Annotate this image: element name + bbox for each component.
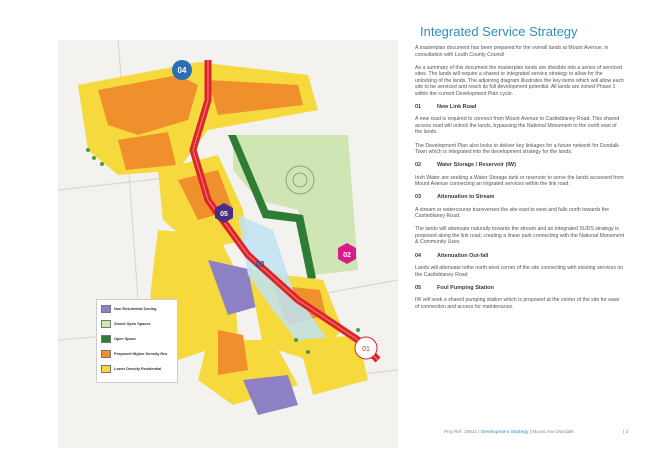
page-title: Integrated Service Strategy bbox=[420, 24, 578, 39]
section-paragraph: IW will seek a shared pumping station which is proposed at the center of the site for ease of connection and access for maintenance. bbox=[415, 297, 620, 310]
svg-text:04: 04 bbox=[177, 66, 187, 75]
svg-text:03: 03 bbox=[255, 260, 265, 269]
marker-04 bbox=[172, 60, 192, 80]
marker-03 bbox=[256, 260, 265, 269]
map-legend bbox=[96, 299, 178, 383]
project-ref: Proj Ref: 19011 | bbox=[444, 430, 480, 435]
section-heading: 05 Foul Pumping Station bbox=[415, 284, 494, 291]
legend-item-open-space: Open Space bbox=[101, 334, 173, 344]
section-heading: 04 Attenuation Out-fall bbox=[415, 252, 489, 259]
section-paragraph: Irish Water are seeking a Water Storage tank or reservoir to serve the lands accessed from Mount Avenue connecting an intgrated services within the link road. bbox=[415, 174, 624, 188]
section-paragraph: The lands will attenuate naturally towards the stream and an integrated SUDS strategy is proposed along the link road, creating a linear park connecting with the National Monument & Community Uses. bbox=[415, 226, 625, 246]
section-paragraph: Lands will attenuate tothe north west corner of the site connecting with existing services on the Castleblaney Road bbox=[415, 265, 624, 278]
svg-text:05: 05 bbox=[220, 211, 228, 218]
document-name: Development Strategy bbox=[480, 430, 529, 435]
section-heading: 03 Attenuation to Stream bbox=[415, 194, 495, 201]
section-paragraph: A stream or watercourse transverses the site east to west and falls north towards the Castleblaney Road. bbox=[415, 206, 610, 220]
intro-paragraph: A masterplan document has been prepared for the overall lands at Mount Avenue, in consultation with Louth County Council bbox=[415, 45, 609, 58]
legend-item-non-residential: Non Residential Zoning bbox=[101, 304, 173, 314]
legend-item-lower-density: Lower Density Residential bbox=[101, 364, 173, 374]
marker-01 bbox=[355, 337, 377, 359]
page-footer bbox=[444, 430, 574, 435]
section-heading: 01 New Link Road bbox=[415, 103, 477, 110]
masterplan-map bbox=[58, 40, 398, 448]
section-paragraph: A new road is required to connect from Mount Avenue to Castleblaney Road. This shared access road will unlock the lands, bypassing the National Monument to the north east of the lands. bbox=[415, 116, 620, 136]
svg-text:01: 01 bbox=[362, 346, 370, 353]
location-name: | Mount Ave Dundalk bbox=[529, 430, 574, 435]
intro-paragraph: As a summary of this document the masterplan lands are divisible into a series of serviced sites. The lands will require a shared or integrated service strategy to allow for the unlocking of the lands. The adjoining diagram illustrates the key items which will allow each site to be serviced and reach its full development potential. All lands are zoned Phase 1 within the current Development Plan cycle. bbox=[415, 64, 624, 97]
svg-text:02: 02 bbox=[343, 252, 351, 259]
page-number: | 3 bbox=[623, 430, 629, 435]
text-column bbox=[415, 45, 625, 317]
section-paragraph: The Development Plan also looks to deliver key linkages for a future network for Dundalk Town which is integrated into the development strategy for the lands. bbox=[415, 142, 619, 156]
legend-item-higher-density: Proposed Higher Density Res bbox=[101, 349, 173, 359]
legend-item-zoned-open-spaces: Zoned Open Spaces bbox=[101, 319, 173, 329]
section-heading: 02 Water Storage / Reservoir (IW) bbox=[415, 162, 516, 169]
